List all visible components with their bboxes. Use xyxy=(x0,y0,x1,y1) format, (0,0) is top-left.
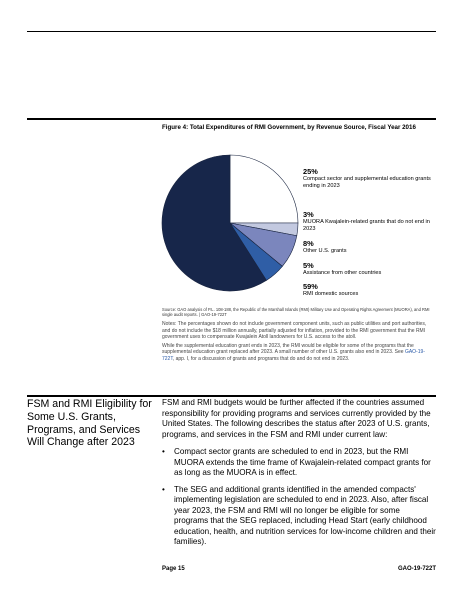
bullet-text: Compact sector grants are scheduled to end in 2023, but the RMI MUORA extends the time frame of Kwajalein-related compact grants for as long as the MUORA is in effect. xyxy=(174,447,431,477)
figure-notes xyxy=(162,321,434,364)
legend-item-other-countries xyxy=(303,262,443,277)
section-body xyxy=(162,398,436,554)
notes-paragraph: Notes: The percentages shown do not include government component units, such as public utilities and port authorities, and do not include the $18 million annually, partially adjusted for inflation, provided to the RMI government that the RMI government uses to compensate Kwajalein Atoll landowners for U.S. access to the atoll. xyxy=(162,321,427,340)
notes-text-tail: , app. I, for a discussion of grants and programs that do and do not end in 2023. xyxy=(172,355,350,362)
figure-divider xyxy=(27,118,436,120)
section-heading: FSM and RMI Eligibility for Some U.S. Grants, Programs, and Services Will Change after 2023 xyxy=(27,398,152,449)
legend-label: MUORA Kwajalein-related grants that do not end in 2023 xyxy=(303,219,430,232)
legend-label: RMI domestic sources xyxy=(303,291,359,298)
page-number: Page 15 xyxy=(162,566,185,572)
report-id: GAO-19-722T xyxy=(397,566,436,572)
notes-paragraph-2 xyxy=(162,343,434,363)
pie-chart xyxy=(160,148,300,298)
figure-title: Figure 4: Total Expenditures of RMI Government, by Revenue Source, Fiscal Year 2016 xyxy=(162,124,416,131)
section-divider xyxy=(27,395,436,397)
pie-slice-0 xyxy=(230,155,298,223)
bullet-glyph: • xyxy=(162,447,165,456)
report-link[interactable]: GAO-19-722T xyxy=(162,349,425,362)
bullet-item xyxy=(162,485,436,548)
intro-paragraph: FSM and RMI budgets would be further affected if the countries assumed responsibility for providing programs and services currently provided by the United States. The following describes the status after 2023 of U.S. grants, programs, and services in the FSM and RMI under current law: xyxy=(162,398,431,439)
legend-pct: 59% xyxy=(303,282,318,291)
legend-pct: 8% xyxy=(303,239,314,248)
legend-item-muora-grants xyxy=(303,211,443,233)
legend-item-compact-grants xyxy=(303,168,443,190)
notes-text: While the supplemental education grant ends in 2023, the RMI would be eligible for some of the programs that the supplemental education grant replaced after 2023. A small number of other U.S. grants also end in 2023. See xyxy=(162,342,414,355)
legend-label: Compact sector and supplemental education grants ending in 2023 xyxy=(303,176,431,189)
legend-label: Other U.S. grants xyxy=(303,248,347,255)
legend-item-domestic xyxy=(303,283,443,298)
legend-item-other-us-grants xyxy=(303,240,443,255)
bullet-glyph: • xyxy=(162,484,165,494)
top-rule xyxy=(27,31,436,32)
legend-pct: 3% xyxy=(303,210,314,219)
legend-label: Assistance from other countries xyxy=(303,270,382,277)
bullet-text: The SEG and additional grants identified in the amended compacts' implementing legislation are scheduled to end in 2023. Also, after fiscal year 2023, the FSM and RMI will no longer be eligible for some programs that the SEG replaced, including Head Start (early childhood education, health, and nutrition services for low-income children and their families). xyxy=(174,484,436,546)
pie-slices xyxy=(162,155,298,291)
legend-pct: 25% xyxy=(303,167,318,176)
figure-source: Source: GAO analysis of P.L. 108-188, the Republic of the Marshall Islands (RMI) Military Use and Operating Rights Agreement (MUORA), and RMI single audit reports. | GAO-19-722T xyxy=(162,307,430,318)
bullet-item xyxy=(162,447,436,479)
legend-pct: 5% xyxy=(303,261,314,270)
